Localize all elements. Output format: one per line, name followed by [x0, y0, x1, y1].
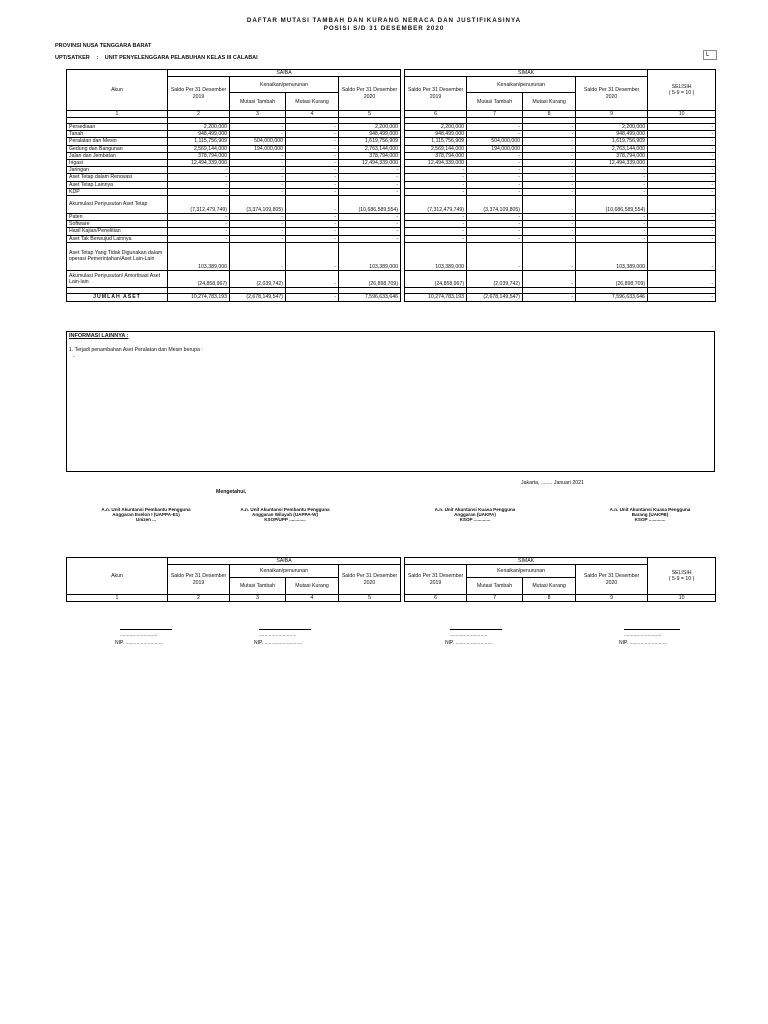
cell-value: - [523, 145, 576, 152]
cell-value: - [286, 214, 339, 221]
row-label: Akumulasi Penyusutan/ Amortisasi Aset Lain-lain [67, 270, 168, 287]
cell-value: 103,389,000 [405, 242, 467, 270]
cell-value: 1,115,756,909 [168, 138, 230, 145]
saiba-header-2: SAIBA [168, 558, 401, 565]
cell-value: - [339, 188, 401, 195]
cell-value: - [523, 124, 576, 131]
cell-value: 2,200,000 [168, 124, 230, 131]
cell-value: - [286, 152, 339, 159]
table-row [67, 228, 716, 235]
signature-arrow-3 [450, 629, 502, 630]
saiba-mutasi-kurang-2: Mutasi Kurang [286, 578, 339, 595]
cell-value: - [467, 228, 523, 235]
cell-value: - [286, 228, 339, 235]
page-marker: L [703, 50, 717, 60]
province-label: PROVINSI NUSA TENGGARA BARAT [55, 43, 152, 49]
mutation-table [66, 69, 716, 302]
cell-value: - [467, 235, 523, 242]
amortisasi-row [67, 270, 716, 287]
cell-value: 948,499,000 [576, 131, 648, 138]
cell-value: - [339, 167, 401, 174]
cell-value: - [286, 131, 339, 138]
cell-value: - [523, 221, 576, 228]
cell-value: - [467, 124, 523, 131]
simak-mutasi-kurang: Mutasi Kurang [523, 93, 576, 111]
cell-value: (24,858,967) [405, 270, 467, 287]
total-row [67, 293, 716, 301]
simak-mutasi-tambah-2: Mutasi Tambah [467, 578, 523, 595]
simak-header: SIMAK [405, 70, 648, 77]
cell-value: - [523, 188, 576, 195]
cell-value: - [286, 174, 339, 181]
cell-value: 10,274,783,193 [405, 293, 467, 301]
simak-mutasi-kurang-2: Mutasi Kurang [523, 578, 576, 595]
cell-value: - [168, 167, 230, 174]
cell-value: (2,678,149,547) [230, 293, 286, 301]
column-number-row-2: 1 2 3 4 5 6 7 8 9 10 [67, 595, 716, 602]
cell-value: - [286, 221, 339, 228]
cell-value: 12,494,339,000 [168, 160, 230, 167]
cell-value: - [467, 152, 523, 159]
satker-label: UPT/SATKER [55, 55, 90, 61]
cell-value: 2,200,000 [339, 124, 401, 131]
cell-value: - [168, 235, 230, 242]
simak-kenaikan-2: Kenaikan/penurunan [467, 565, 576, 578]
cell-value: (2,678,149,547) [467, 293, 523, 301]
row-label: Paten [67, 214, 168, 221]
table-row [67, 131, 716, 138]
cell-value: - [648, 160, 716, 167]
row-label: Persediaan [67, 124, 168, 131]
cell-value: (7,312,479,749) [405, 196, 467, 214]
cell-value: - [286, 124, 339, 131]
cell-value: - [523, 228, 576, 235]
cell-value: - [339, 181, 401, 188]
cell-value: 2,763,144,000 [339, 145, 401, 152]
signer-nip-4: NIP. ........................... [619, 640, 667, 646]
simak-saldo-2020-2: Saldo Per 31 Desember 2020 [576, 565, 648, 595]
cell-value: - [648, 174, 716, 181]
signer-name-3: ........................... [450, 632, 488, 638]
cell-value: 194,000,000 [230, 145, 286, 152]
table-row [67, 160, 716, 167]
cell-value: (2,039,742) [467, 270, 523, 287]
cell-value: (10,686,589,554) [339, 196, 401, 214]
cell-value: - [168, 221, 230, 228]
signature-arrow-1 [120, 629, 172, 630]
table-row [67, 188, 716, 195]
selisih-header-2: SELISIH ( 5-9 = 10 ) [648, 558, 716, 595]
akumulasi-row [67, 196, 716, 214]
cell-value: - [467, 174, 523, 181]
signer-3: A.n. Unit Akuntansi Kuasa Pengguna Anggaran (UAKPA) KSOP ............. [434, 507, 516, 522]
cell-value: - [467, 131, 523, 138]
satker-value: UNIT PENYELENGGARA PELABUHAN KELAS III CALABAI [104, 55, 258, 61]
cell-value: - [339, 235, 401, 242]
cell-value: - [230, 131, 286, 138]
cell-value: - [523, 160, 576, 167]
saiba-kenaikan-2: Kenaikan/penurunan [230, 565, 339, 578]
saiba-mutasi-tambah-2: Mutasi Tambah [230, 578, 286, 595]
cell-value: - [405, 188, 467, 195]
table-row [67, 235, 716, 242]
cell-value: - [405, 221, 467, 228]
cell-value: - [286, 181, 339, 188]
cell-value: 948,499,000 [405, 131, 467, 138]
table-row [67, 138, 716, 145]
table-row [67, 221, 716, 228]
cell-value: - [230, 188, 286, 195]
cell-value: - [230, 124, 286, 131]
cell-value: - [230, 160, 286, 167]
cell-value: 504,000,000 [230, 138, 286, 145]
cell-value: 378,794,000 [576, 152, 648, 159]
cell-value: - [339, 214, 401, 221]
cell-value: - [523, 181, 576, 188]
row-label: Aset Tetap dalam Renovasi [67, 174, 168, 181]
row-label: KDP [67, 188, 168, 195]
signer-nip-1: NIP. ........................... [115, 640, 163, 646]
summary-table [66, 557, 716, 602]
cell-value: - [467, 221, 523, 228]
cell-value: - [405, 174, 467, 181]
cell-value: - [286, 270, 339, 287]
cell-value: - [576, 188, 648, 195]
cell-value: - [286, 167, 339, 174]
cell-value: - [523, 270, 576, 287]
cell-value: (3,374,109,805) [467, 196, 523, 214]
cell-value: 2,200,000 [576, 124, 648, 131]
cell-value: - [523, 242, 576, 270]
signer-nip-2: NIP. ........................... [254, 640, 302, 646]
cell-value: - [648, 270, 716, 287]
cell-value: - [523, 235, 576, 242]
table-row [67, 214, 716, 221]
akun-header: Akun [67, 70, 168, 111]
cell-value: - [230, 235, 286, 242]
cell-value: - [168, 181, 230, 188]
cell-value: 12,494,339,000 [405, 160, 467, 167]
cell-value: - [230, 221, 286, 228]
row-label: Tanah [67, 131, 168, 138]
cell-value: 378,794,000 [168, 152, 230, 159]
signature-arrow-4 [624, 629, 680, 630]
cell-value: 504,000,000 [467, 138, 523, 145]
cell-value: - [576, 235, 648, 242]
signer-4: A.n. Unit Akuntansi Kuasa Pengguna Barang (UAKPB) KSOP ............. [609, 507, 691, 522]
satker-sep: : [96, 55, 99, 61]
row-label: Jaringan [67, 167, 168, 174]
cell-value: 1,619,756,909 [576, 138, 648, 145]
cell-value: - [286, 160, 339, 167]
table-row [67, 181, 716, 188]
cell-value: (10,686,589,554) [576, 196, 648, 214]
row-label: Software [67, 221, 168, 228]
row-label: Aset Tak Berwujud Lainnya [67, 235, 168, 242]
cell-value: - [648, 293, 716, 301]
table-row [67, 152, 716, 159]
simak-saldo-2020: Saldo Per 31 Desember 2020 [576, 77, 648, 111]
cell-value: - [339, 174, 401, 181]
cell-value: - [576, 174, 648, 181]
cell-value: 194,000,000 [467, 145, 523, 152]
cell-value: - [168, 174, 230, 181]
cell-value: 2,569,144,000 [405, 145, 467, 152]
cell-value: - [648, 188, 716, 195]
cell-value: - [230, 214, 286, 221]
cell-value: - [286, 188, 339, 195]
cell-value: - [339, 221, 401, 228]
cell-value: - [523, 174, 576, 181]
cell-value: 948,499,000 [339, 131, 401, 138]
row-label: Aset Tetap Yang Tidak Digunakan dalam operasi Pemerintahan/Aset Lain-Lain [67, 242, 168, 270]
saiba-saldo-2019: Saldo Per 31 Desember 2019 [168, 77, 230, 111]
signer-name-2: ........................... [259, 632, 297, 638]
satker-line [55, 55, 258, 61]
cell-value: - [467, 160, 523, 167]
cell-value: - [523, 131, 576, 138]
column-number-row: 1 2 3 4 5 6 7 8 9 10 [67, 111, 716, 118]
cell-value: - [467, 167, 523, 174]
cell-value: 12,494,339,000 [576, 160, 648, 167]
cell-value: - [576, 228, 648, 235]
cell-value: - [648, 167, 716, 174]
cell-value: - [230, 152, 286, 159]
signer-nip-3: NIP. ........................... [445, 640, 493, 646]
cell-value: - [467, 214, 523, 221]
cell-value: - [168, 188, 230, 195]
mengetahui: Mengetahui, [216, 489, 247, 495]
cell-value: - [523, 293, 576, 301]
cell-value: (24,858,967) [168, 270, 230, 287]
cell-value: - [405, 235, 467, 242]
cell-value: 103,389,000 [168, 242, 230, 270]
cell-value: 7,596,633,646 [339, 293, 401, 301]
row-label: Akumulasi Penyusutan Aset Tetap [67, 196, 168, 214]
cell-value: (3,374,109,805) [230, 196, 286, 214]
cell-value: - [286, 196, 339, 214]
saiba-saldo-2020: Saldo Per 31 Desember 2020 [339, 77, 401, 111]
simak-header-2: SIMAK [405, 558, 648, 565]
cell-value: 2,763,144,000 [576, 145, 648, 152]
cell-value: (26,898,709) [339, 270, 401, 287]
cell-value: - [405, 214, 467, 221]
cell-value: 378,794,000 [339, 152, 401, 159]
row-label: Irigasi [67, 160, 168, 167]
cell-value: - [648, 181, 716, 188]
cell-value: (7,312,479,749) [168, 196, 230, 214]
cell-value: - [405, 181, 467, 188]
place-date: Jakarta, ........ Januari 2021 [521, 480, 584, 486]
cell-value: - [286, 138, 339, 145]
cell-value: (2,039,742) [230, 270, 286, 287]
cell-value: 103,389,000 [339, 242, 401, 270]
cell-value: - [286, 293, 339, 301]
cell-value: - [168, 214, 230, 221]
cell-value: - [648, 196, 716, 214]
cell-value: - [576, 214, 648, 221]
saiba-saldo-2020-2: Saldo Per 31 Desember 2020 [339, 565, 401, 595]
cell-value: 12,494,339,000 [339, 160, 401, 167]
row-label: Jalan dan Jembatan [67, 152, 168, 159]
table-row [67, 167, 716, 174]
simak-kenaikan: Kenaikan/penurunan [467, 77, 576, 93]
cell-value: 2,569,144,000 [168, 145, 230, 152]
cell-value: - [230, 174, 286, 181]
signer-name-1: ........................... [120, 632, 158, 638]
cell-value: - [648, 221, 716, 228]
aset-lain-row [67, 242, 716, 270]
signer-name-4: ........................... [624, 632, 662, 638]
cell-value: - [648, 138, 716, 145]
cell-value: - [648, 124, 716, 131]
simak-saldo-2019-2: Saldo Per 31 Desember 2019 [405, 565, 467, 595]
row-label: Hasil Kajian/Penelitian [67, 228, 168, 235]
simak-mutasi-tambah: Mutasi Tambah [467, 93, 523, 111]
cell-value: - [576, 181, 648, 188]
cell-value: - [648, 235, 716, 242]
cell-value: - [286, 235, 339, 242]
cell-value: 10,274,783,193 [168, 293, 230, 301]
cell-value: - [405, 167, 467, 174]
signer-2: A.n. Unit Akuntansi Pembantu Pengguna Anggaran Wilayah (UAPPA-W) KSOP/UPP ............. [240, 507, 330, 522]
cell-value: - [648, 242, 716, 270]
document-subtitle: POSISI S/D 31 DESEMBER 2020 [323, 25, 445, 32]
simak-saldo-2019: Saldo Per 31 Desember 2019 [405, 77, 467, 111]
signature-arrow-2 [259, 629, 311, 630]
cell-value: 1,115,756,909 [405, 138, 467, 145]
info-box [66, 331, 715, 472]
table-row [67, 145, 716, 152]
cell-value: 378,794,000 [405, 152, 467, 159]
cell-value: 948,499,000 [168, 131, 230, 138]
cell-value: 1,619,756,909 [339, 138, 401, 145]
cell-value: - [576, 221, 648, 228]
cell-value: - [648, 214, 716, 221]
cell-value: 103,389,000 [576, 242, 648, 270]
document-title: DAFTAR MUTASI TAMBAH DAN KURANG NERACA DAN JUSTIFIKASINYA [246, 17, 522, 24]
cell-value: (26,898,709) [576, 270, 648, 287]
cell-value: - [523, 196, 576, 214]
cell-value: - [523, 167, 576, 174]
info-title: INFORMASI LAINNYA : [69, 333, 129, 339]
cell-value: - [576, 167, 648, 174]
cell-value: - [168, 228, 230, 235]
saiba-header: SAIBA [168, 70, 401, 77]
row-label: Gedung dan Bangunan [67, 145, 168, 152]
table-row [67, 174, 716, 181]
row-label: Aset Tetap Lainnya [67, 181, 168, 188]
selisih-header: SELISIH ( 5-9 = 10 ) [648, 70, 716, 111]
cell-value: - [467, 188, 523, 195]
info-line-1: 1. Terjadi penambahan Aset Peralatan dan Mesin berupa : [69, 347, 203, 353]
cell-value: - [230, 242, 286, 270]
akun-header-2: Akun [67, 558, 168, 595]
cell-value: - [648, 131, 716, 138]
saiba-kenaikan: Kenaikan/penurunan [230, 77, 339, 93]
cell-value: - [286, 145, 339, 152]
cell-value: - [230, 167, 286, 174]
cell-value: - [648, 228, 716, 235]
cell-value: - [467, 242, 523, 270]
cell-value: - [648, 152, 716, 159]
cell-value: - [523, 138, 576, 145]
cell-value: - [339, 228, 401, 235]
info-line-2: - [73, 354, 75, 360]
cell-value: 7,596,633,646 [576, 293, 648, 301]
row-label: Peralatan dan Mesin [67, 138, 168, 145]
signer-1: A.n. Unit Akuntansi Pembantu Pengguna Anggaran Eselon I (UAPPA-E1) Unizen ... [101, 507, 191, 522]
table-row [67, 124, 716, 131]
cell-value: - [467, 181, 523, 188]
cell-value: - [286, 242, 339, 270]
saiba-saldo-2019-2: Saldo Per 31 Desember 2019 [168, 565, 230, 595]
cell-value: - [648, 145, 716, 152]
cell-value: 2,200,000 [405, 124, 467, 131]
cell-value: - [405, 228, 467, 235]
row-label: JUMLAH ASET [67, 293, 168, 301]
saiba-mutasi-tambah: Mutasi Tambah [230, 93, 286, 111]
cell-value: - [230, 181, 286, 188]
saiba-mutasi-kurang: Mutasi Kurang [286, 93, 339, 111]
cell-value: - [523, 214, 576, 221]
cell-value: - [523, 152, 576, 159]
cell-value: - [230, 228, 286, 235]
